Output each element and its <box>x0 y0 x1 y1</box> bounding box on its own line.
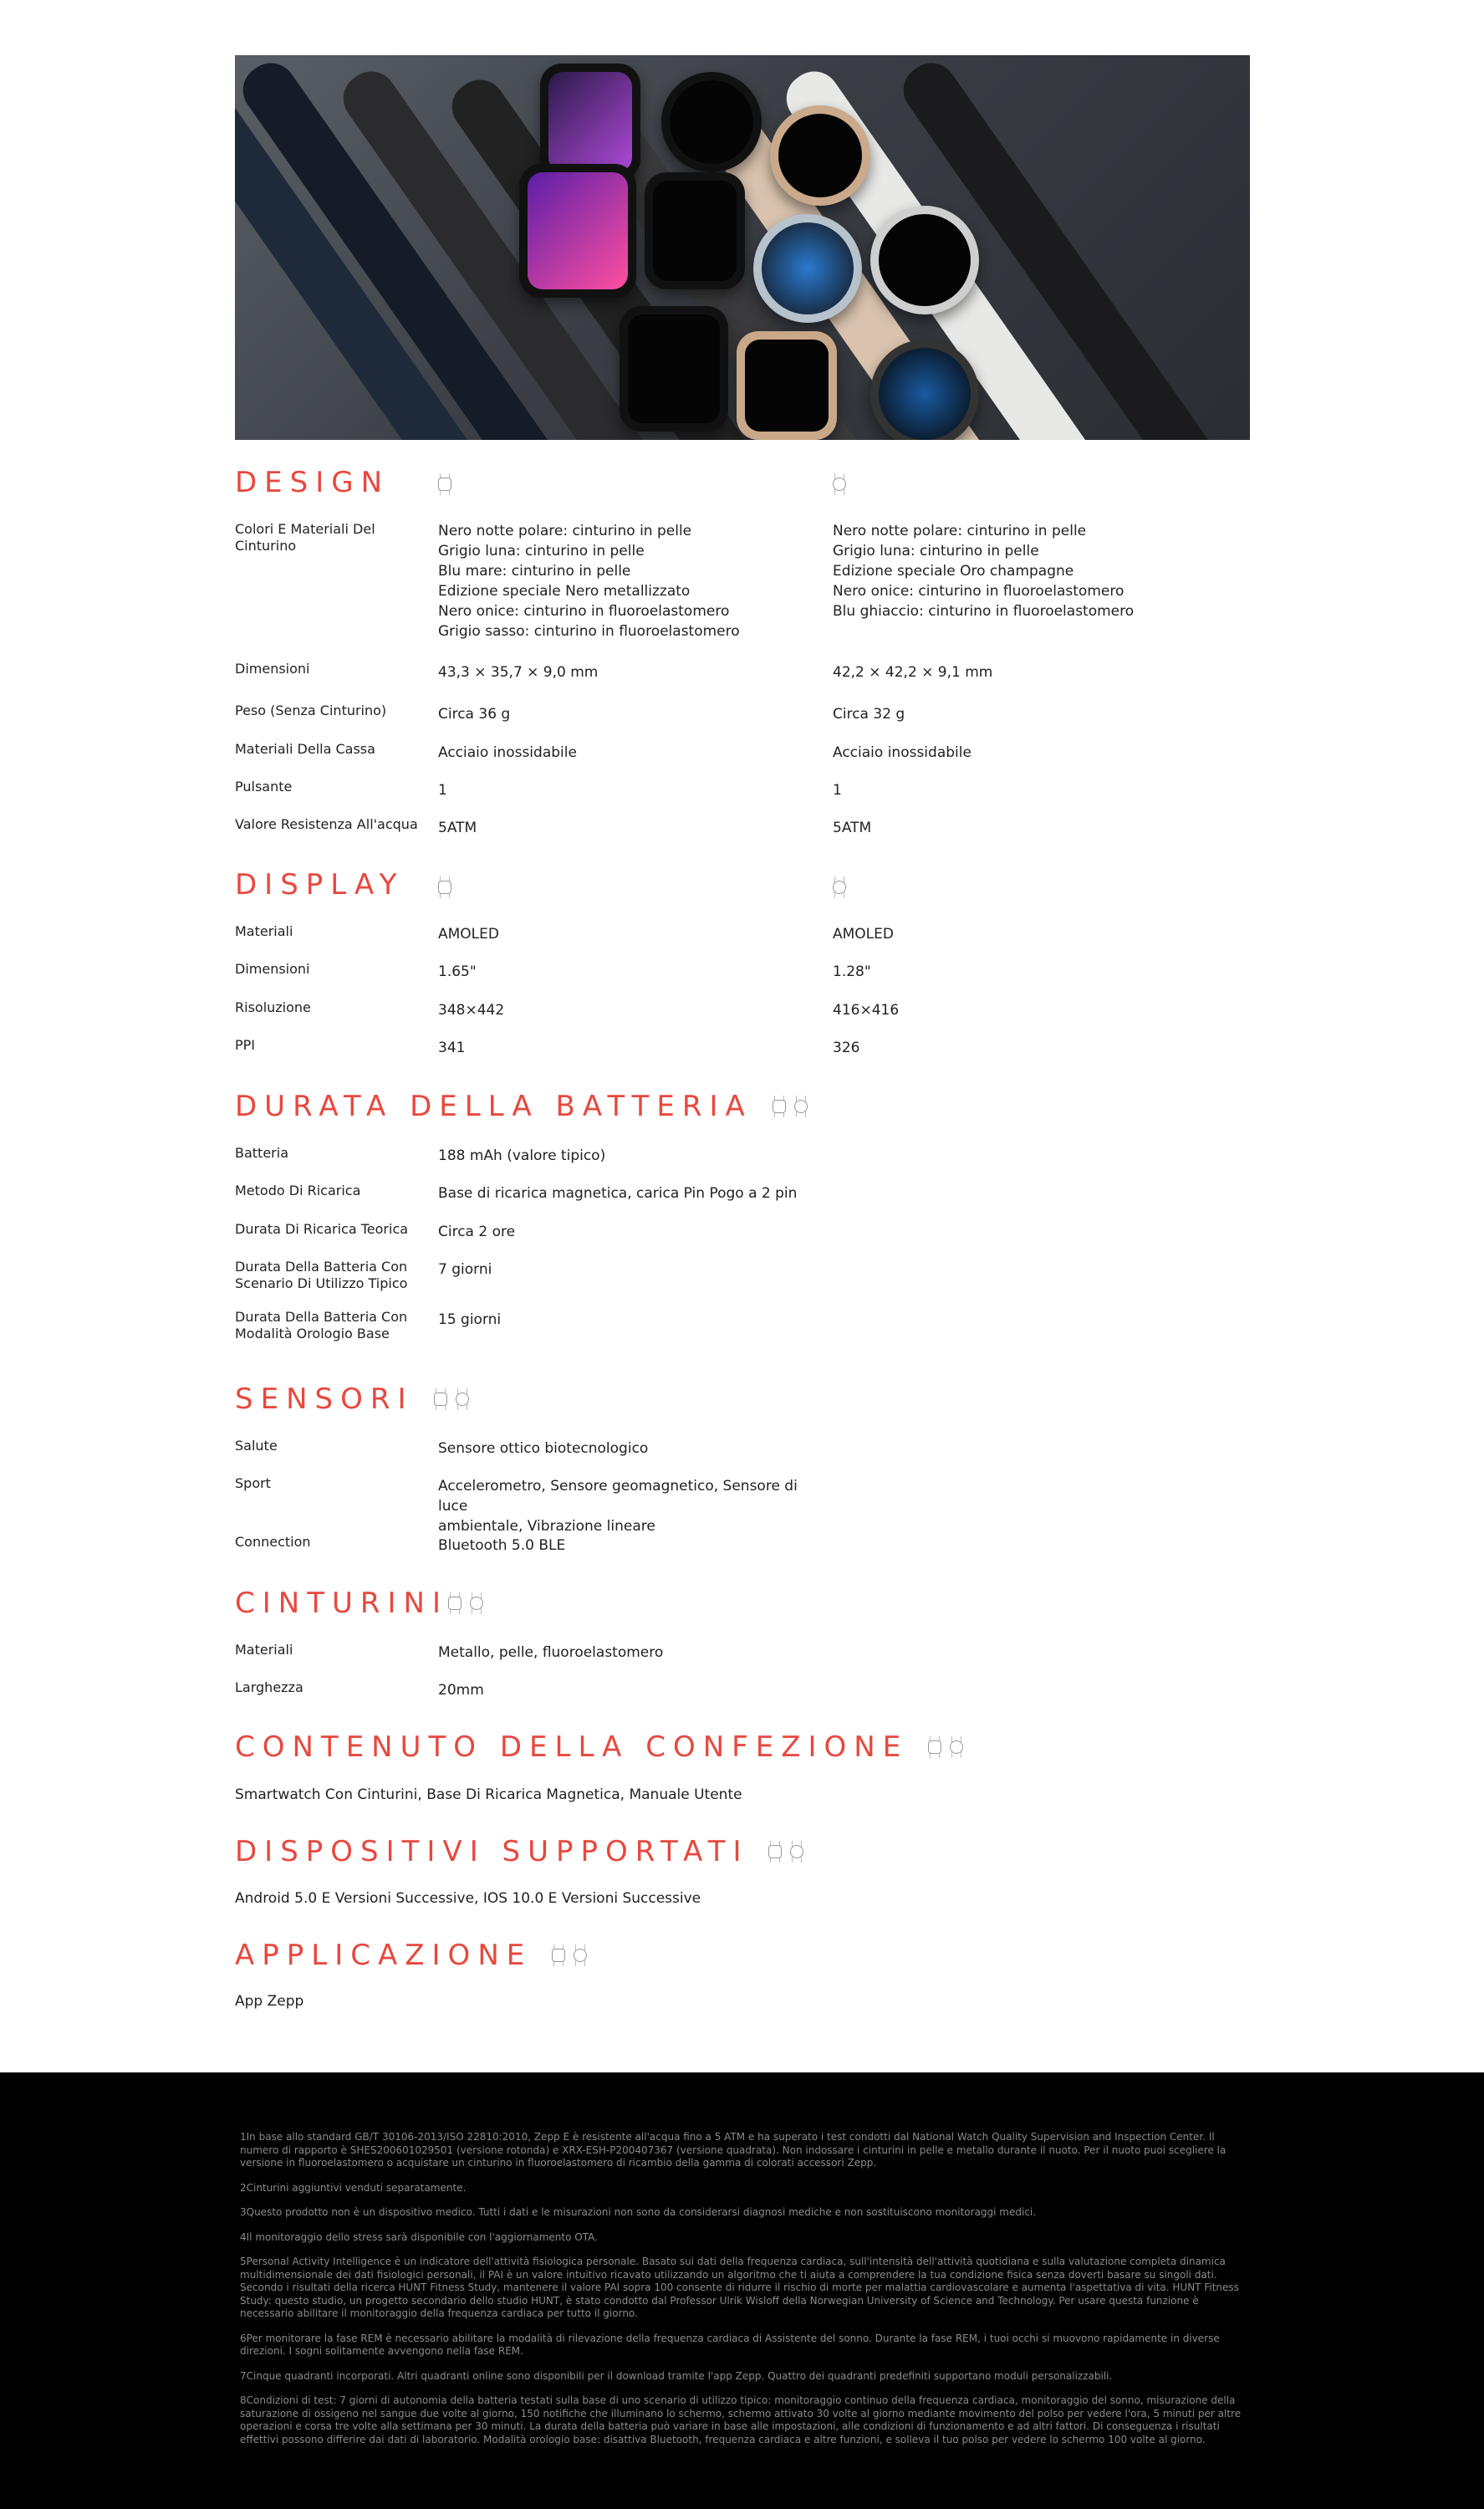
row-label: Colori E Materiali Del Cinturino <box>235 521 375 554</box>
row-label: Pulsante <box>235 779 293 795</box>
footnote: 1In base allo standard GB/T 30106-2013/ISO 22810:2010, Zepp E è resistente all'acqua fino a 5 ATM e ha superato i test condotti dal National Watch Quality Supervision and Inspection Center. Il numero di rapporto è SHES200601029501 (versione rotonda) e XRX-ESH-P200407367 (versione quadrata). Non indossare i cinturini in pelle e metallo durante il nuoto. Per il nuoto puoi scegliere la versione in fluoroelastomero o acquistare un cinturino in fluoroelastomero di ricambio della gamma di colorati accessori Zepp. <box>240 2131 1226 2169</box>
hero-product-image <box>235 55 1250 440</box>
row-value-square: Nero notte polare: cinturino in pelle Grigio luna: cinturino in pelle Blu mare: cinturino in pelle Edizione speciale Nero metallizzato Nero onice: cinturino in fluoroelastomero Grigio sasso: cinturino in fluoroelastomero <box>438 523 740 640</box>
section-title-design: DESIGN <box>235 466 390 499</box>
watch-icons <box>448 1592 483 1614</box>
round-watch-icon <box>833 876 846 898</box>
row-value-square: Acciaio inossidabile <box>438 744 577 761</box>
row-label: Dimensioni <box>235 661 310 677</box>
watch-icons <box>552 1944 587 1966</box>
footnote: 7Cinque quadranti incorporati. Altri quadranti online sono disponibili per il download tramite l'app Zepp. Quattro dei quadranti predefiniti supportano moduli personalizzabili. <box>240 2369 1113 2382</box>
row-value-round: Acciaio inossidabile <box>833 744 971 761</box>
row-value-round: 42,2 × 42,2 × 9,1 mm <box>833 664 993 681</box>
footnote: 5Personal Activity Intelligence è un indicatore dell'attività fisiologica personale. Basato sui dati della frequenza cardiaca, sull'intensità dell'attività quotidiana e sulla valutazione completa dinamica multidimensionale dei dati fisiologici personali, il PAI è un valore intuitivo ricavato utilizzando un algoritmo che ti aiuta a comprendere la tua condizione fisica senza doverti basare su singoli dati. Secondo i risultati della ricerca HUNT Fitness Study, mantenere il valore PAI sopra 100 consente di ridurre il rischio di morte per malattia cardiovascolare e aumenta l'aspettativa di vita. HUNT Fitness Study: questo studio, un progetto secondario dello studio HUNT, è stato condotto dal Professor Ulrik Wisloff della Norwegian University of Science and Technology. Per usare questa funzione è necessario abilitare il monitoraggio della frequenza cardiaca per tutto il giorno. <box>240 2256 1239 2319</box>
footnote: 6Per monitorare la fase REM è necessario abilitare la modalità di rilevazione della frequenza cardiaca di Assistente del sonno. Durante la fase REM, i tuoi occhi si muovono rapidamente in diverse direzioni. I sogni solitamente avvengono nella fase REM. <box>240 2332 1220 2357</box>
section-title-devices: DISPOSITIVI SUPPORTATI <box>235 1835 803 1868</box>
square-watch-icon <box>438 473 451 495</box>
row-label: Metodo Di Ricarica <box>235 1183 361 1198</box>
row-value-square: 5ATM <box>438 820 477 836</box>
row-label: Peso (Senza Cinturino) <box>235 703 387 718</box>
footnote: 3Questo prodotto non è un dispositivo medico. Tutti i dati e le misurazioni non sono da considerarsi diagnosi mediche e non sostituiscono monitoraggi medici. <box>240 2206 1037 2218</box>
round-watch-icon <box>470 1592 483 1614</box>
row-label: Sport <box>235 1475 271 1491</box>
round-watch-icon <box>574 1944 587 1966</box>
watch-icons <box>768 1841 803 1863</box>
watch-icons <box>434 1388 469 1410</box>
row-label: Valore Resistenza All'acqua <box>235 816 418 832</box>
row-value: Base di ricarica magnetica, carica Pin Pogo a 2 pin <box>438 1185 798 1202</box>
square-watch-icon <box>448 1592 462 1614</box>
watch-icons <box>928 1736 963 1758</box>
square-watch-icon <box>928 1736 941 1758</box>
row-value-round: 326 <box>833 1040 860 1056</box>
row-label: Durata Della Batteria Con Scenario Di Utilizzo Tipico <box>235 1259 408 1291</box>
row-value-square: AMOLED <box>438 926 499 943</box>
row-value: Accelerometro, Sensore geomagnetico, Sensore di luce ambientale, Vibrazione lineare <box>438 1478 798 1535</box>
row-value: Sensore ottico biotecnologico <box>438 1440 649 1457</box>
square-watch-icon <box>768 1841 782 1863</box>
watch-icons <box>773 1096 808 1117</box>
row-value: 7 giorni <box>438 1261 492 1278</box>
row-label: Materiali <box>235 923 293 939</box>
section-title-box: CONTENUTO DELLA CONFEZIONE <box>235 1730 963 1764</box>
row-value-square: 1 <box>438 782 447 799</box>
row-value: Metallo, pelle, fluoroelastomero <box>438 1644 664 1661</box>
round-watch-icon <box>790 1841 803 1863</box>
square-watch-icon <box>773 1096 786 1117</box>
row-label: Materiali Della Cassa <box>235 741 375 757</box>
row-value-round: Nero notte polare: cinturino in pelle Grigio luna: cinturino in pelle Edizione speciale Oro champagne Nero onice: cinturino in fluoroelastomero Blu ghiaccio: cinturino in fluoroelastomero <box>833 523 1135 620</box>
row-value-square: 1.65" <box>438 963 477 980</box>
row-value-square: 348×442 <box>438 1002 505 1019</box>
row-label: Larghezza <box>235 1679 303 1695</box>
row-value: Bluetooth 5.0 BLE <box>438 1537 566 1554</box>
row-value-round: AMOLED <box>833 926 894 943</box>
round-watch-icon <box>456 1388 469 1410</box>
section-title-battery: DURATA DELLA BATTERIA <box>235 1090 808 1123</box>
row-label: Materiali <box>235 1642 293 1658</box>
row-value-round: 1.28" <box>833 963 871 980</box>
footnote: 2Cinturini aggiuntivi venduti separatamente. <box>240 2181 467 2194</box>
section-title-sensors: SENSORI <box>235 1382 469 1416</box>
square-watch-icon <box>552 1944 565 1966</box>
row-value: 188 mAh (valore tipico) <box>438 1147 606 1164</box>
footnote: 8Condizioni di test: 7 giorni di autonomia della batteria testati sulla base di uno scenario di utilizzo tipico: monitoraggio continuo della frequenza cardiaca, monitoraggio del sonno, misurazione della saturazione di ossigeno nel sangue due volte al giorno, 150 notifiche che illuminano lo schermo, schermo attivato 30 volte al giorno mediante movimento del polso per vedere l'ora, 5 minuti per altre operazioni e corsa tre volte alla settimana per 30 minuti. La durata della batteria può variare in base alle impostazioni, alle condizioni di funzionamento e ad altri fattori. Di conseguenza i risultati effettivi possono differire dai dati di laboratorio. Modalità orologio base: disattiva Bluetooth, frequenza cardiaca e altre funzioni, e solleva il tuo polso per vedere lo schermo 100 volte al giorno. <box>240 2394 1242 2445</box>
box-contents-text: Smartwatch Con Cinturini, Base Di Ricarica Magnetica, Manuale Utente <box>235 1786 742 1803</box>
row-value-square: 341 <box>438 1040 466 1056</box>
row-label: Risoluzione <box>235 999 311 1015</box>
row-value-round: 5ATM <box>833 820 872 836</box>
row-value-round: Circa 32 g <box>833 706 905 723</box>
supported-devices-text: Android 5.0 E Versioni Successive, IOS 10.0 E Versioni Successive <box>235 1890 701 1907</box>
row-label: Durata Di Ricarica Teorica <box>235 1221 409 1237</box>
row-label: Salute <box>235 1438 278 1454</box>
row-value: Circa 2 ore <box>438 1224 516 1240</box>
round-watch-icon <box>794 1096 808 1117</box>
footnote: 4Il monitoraggio dello stress sarà disponibile con l'aggiornamento OTA. <box>240 2231 598 2243</box>
row-value: 15 giorni <box>438 1311 502 1328</box>
square-watch-icon <box>434 1388 447 1410</box>
section-title-straps: CINTURINI <box>235 1587 483 1620</box>
row-value-square: 43,3 × 35,7 × 9,0 mm <box>438 664 599 681</box>
row-value-round: 416×416 <box>833 1002 900 1019</box>
footer-disclaimers <box>0 2072 1484 2509</box>
row-value-square: Circa 36 g <box>438 706 511 723</box>
row-value: 20mm <box>438 1682 484 1699</box>
footnotes <box>240 2131 1243 2458</box>
row-label: Durata Della Batteria Con Modalità Orologio Base <box>235 1309 408 1341</box>
app-text: App Zepp <box>235 1993 304 2010</box>
row-label: PPI <box>235 1037 256 1053</box>
row-label: Dimensioni <box>235 961 310 977</box>
section-title-app: APPLICAZIONE <box>235 1939 587 1972</box>
round-watch-icon <box>950 1736 963 1758</box>
section-title-display: DISPLAY <box>235 868 405 902</box>
square-watch-icon <box>438 876 451 898</box>
row-label: Connection <box>235 1534 311 1550</box>
row-value-round: 1 <box>833 782 842 799</box>
round-watch-icon <box>833 473 846 495</box>
row-label: Batteria <box>235 1145 288 1161</box>
